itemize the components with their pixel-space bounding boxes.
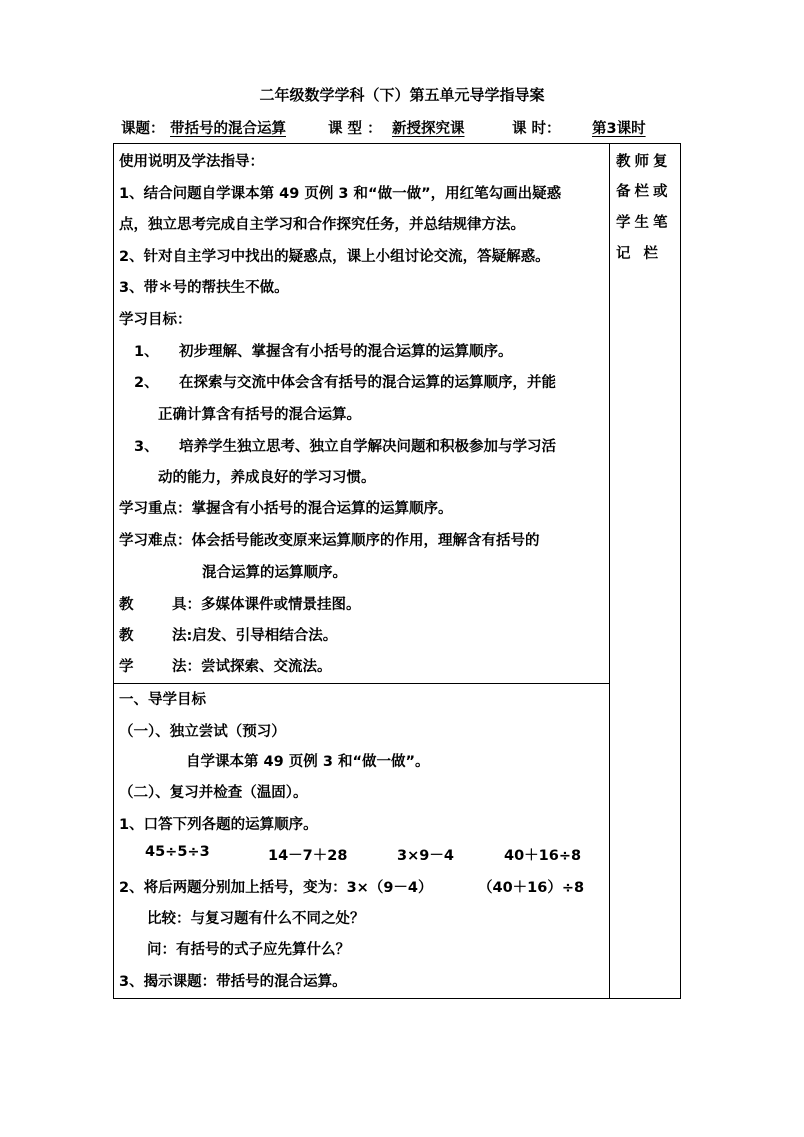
goal-1-number: 1、 [134, 344, 159, 360]
sub-heading-2: （二）、复习并检查（温固）。 [119, 785, 308, 801]
side-note-line-4: 记 栏 [616, 246, 663, 262]
instruction-3: 3、带＊号的帮扶生不做。 [119, 280, 289, 296]
key-point: 学习重点：掌握含有小括号的混合运算的运算顺序。 [119, 501, 453, 517]
question-2a: 2、将后两题分别加上括号，变为：3×（9－4） [119, 880, 433, 896]
goal-2a: 在探索与交流中体会含有括号的混合运算的运算顺序，并能 [179, 375, 556, 391]
question-2b: （40＋16）÷8 [478, 880, 585, 896]
compare-text: 比较：与复习题有什么不同之处？ [147, 911, 365, 927]
instructions-heading: 使用说明及学法指导： [119, 154, 264, 170]
teaching-method-text: 法:启发、引导相结合法。 [172, 628, 338, 644]
goals-heading: 学习目标： [119, 312, 192, 328]
expression-4: 40＋16÷8 [504, 848, 582, 864]
sub-heading-1: （一）、独立尝试（预习） [119, 724, 286, 740]
instruction-2: 2、针对自主学习中找出的疑惑点，课上小组讨论交流，答疑解惑。 [119, 249, 550, 265]
type-label: 课 型 ： [328, 121, 382, 137]
side-note-line-1: 教师复 [616, 154, 672, 170]
difficulty-b: 混合运算的运算顺序。 [202, 565, 347, 581]
ask-text: 问：有括号的式子应先算什么？ [147, 942, 350, 958]
column-divider [609, 143, 610, 999]
main-table [113, 143, 681, 999]
goal-3a: 培养学生独立思考、独立自学解决问题和积极参加与学习活 [179, 439, 556, 455]
tools-label: 教 [119, 597, 134, 613]
sub-heading-1-text: 自学课本第 49 页例 3 和“做一做”。 [186, 754, 430, 770]
tools-text: 具：多媒体课件或情景挂图。 [172, 597, 361, 613]
question-3: 3、揭示课题：带括号的混合运算。 [119, 974, 347, 990]
instruction-1a: 1、结合问题自学课本第 49 页例 3 和“做一做”，用红笔勾画出疑惑 [119, 186, 562, 202]
section-2-heading: 一、导学目标 [119, 692, 206, 708]
period-label: 课 时： [512, 121, 561, 137]
expression-2: 14－7＋28 [268, 848, 348, 864]
period-value: 第3课时 [592, 121, 646, 137]
goal-3b: 动的能力，养成良好的学习习惯。 [158, 470, 376, 486]
learning-method-label: 学 [119, 659, 134, 675]
type-value: 新授探究课 [392, 121, 465, 137]
goal-3-number: 3、 [134, 439, 159, 455]
expression-1: 45÷5÷3 [145, 844, 210, 860]
question-1: 1、口答下列各题的运算顺序。 [119, 817, 318, 833]
instruction-1b: 点，独立思考完成自主学习和合作探究任务，并总结规律方法。 [119, 217, 525, 233]
goal-2b: 正确计算含有括号的混合运算。 [158, 407, 361, 423]
row-divider [113, 683, 610, 684]
goal-1: 初步理解、掌握含有小括号的混合运算的运算顺序。 [179, 344, 513, 360]
side-note-line-3: 学生笔 [616, 215, 672, 231]
expression-3: 3×9－4 [397, 848, 454, 864]
learning-method-text: 法：尝试探索、交流法。 [172, 659, 332, 675]
topic-label: 课题： [121, 121, 165, 137]
page-title: 二年级数学学科（下）第五单元导学指导案 [259, 86, 545, 104]
topic-value: 带括号的混合运算 [170, 121, 286, 137]
difficulty-a: 学习难点：体会括号能改变原来运算顺序的作用，理解含有括号的 [119, 533, 540, 549]
teaching-method-label: 教 [119, 628, 134, 644]
side-note-line-2: 备栏或 [616, 184, 672, 200]
goal-2-number: 2、 [134, 375, 159, 391]
